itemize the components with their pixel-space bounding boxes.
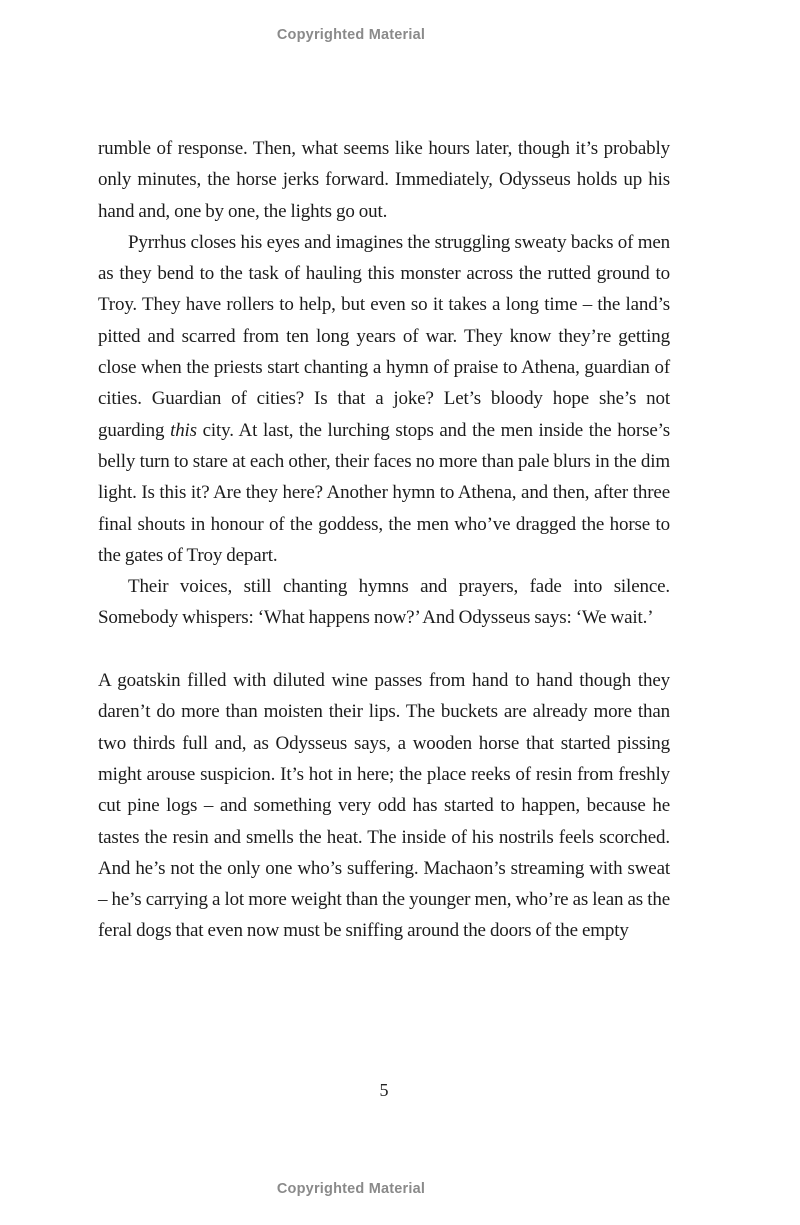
text-block (98, 133, 670, 947)
header-copyright-notice: Copyrighted Material (276, 27, 426, 43)
paragraph (98, 227, 670, 571)
body-text: city. At last, the lurching stops and the men inside the horse’s belly turn to stare at each other, their faces no more than pale blurs in the dim light. Is this it? Are they here? Another hymn to Athena, and then, after three final shouts in honour of the goddess, the men who’ve dragged the horse to the gates of Troy depart. (98, 419, 670, 566)
body-text: Their voices, still chanting hymns and prayers, fade into silence. Somebody whispers: ‘What happens now?’ And Odysseus says: ‘We wait.’ (98, 576, 670, 629)
body-text: rumble of response. Then, what seems like hours later, though it’s probably only minutes, the horse jerks forward. Immediately, Odysseus holds up his hand and, one by one, the lights go out. (98, 138, 670, 222)
footer-copyright-notice: Copyrighted Material (276, 1181, 426, 1197)
paragraph (98, 665, 670, 947)
italic-text: this (170, 419, 197, 441)
body-text: A goatskin filled with diluted wine passes from hand to hand though they daren’t do more than moisten their lips. The buckets are already more than two thirds full and, as Odysseus says, a wooden horse that started pissing might arouse suspicion. It’s hot in here; the place reeks of resin from freshly cut pine logs – and something very odd has started to happen, because he tastes the resin and smells the heat. The inside of his nostrils feels scorched. And he’s not the only one who’s suffering. Machaon’s streaming with sweat – he’s carrying a lot more weight than the younger men, who’re as lean as the feral dogs that even now must be sniffing around the doors of the empty (98, 670, 670, 942)
page-number: 5 (379, 1080, 389, 1100)
body-text: Pyrrhus closes his eyes and imagines the struggling sweaty backs of men as they bend to the task of hauling this monster across the rutted ground to Troy. They have rollers to help, but even so it takes a long time – the land’s pitted and scarred from ten long years of war. They know they’re getting close when the priests start chanting a hymn of praise to Athena, guardian of cities. Guardian of cities? Is that a joke? Let’s bloody hope she’s not guarding (98, 231, 670, 441)
paragraph (98, 133, 670, 227)
paragraph (98, 571, 670, 634)
